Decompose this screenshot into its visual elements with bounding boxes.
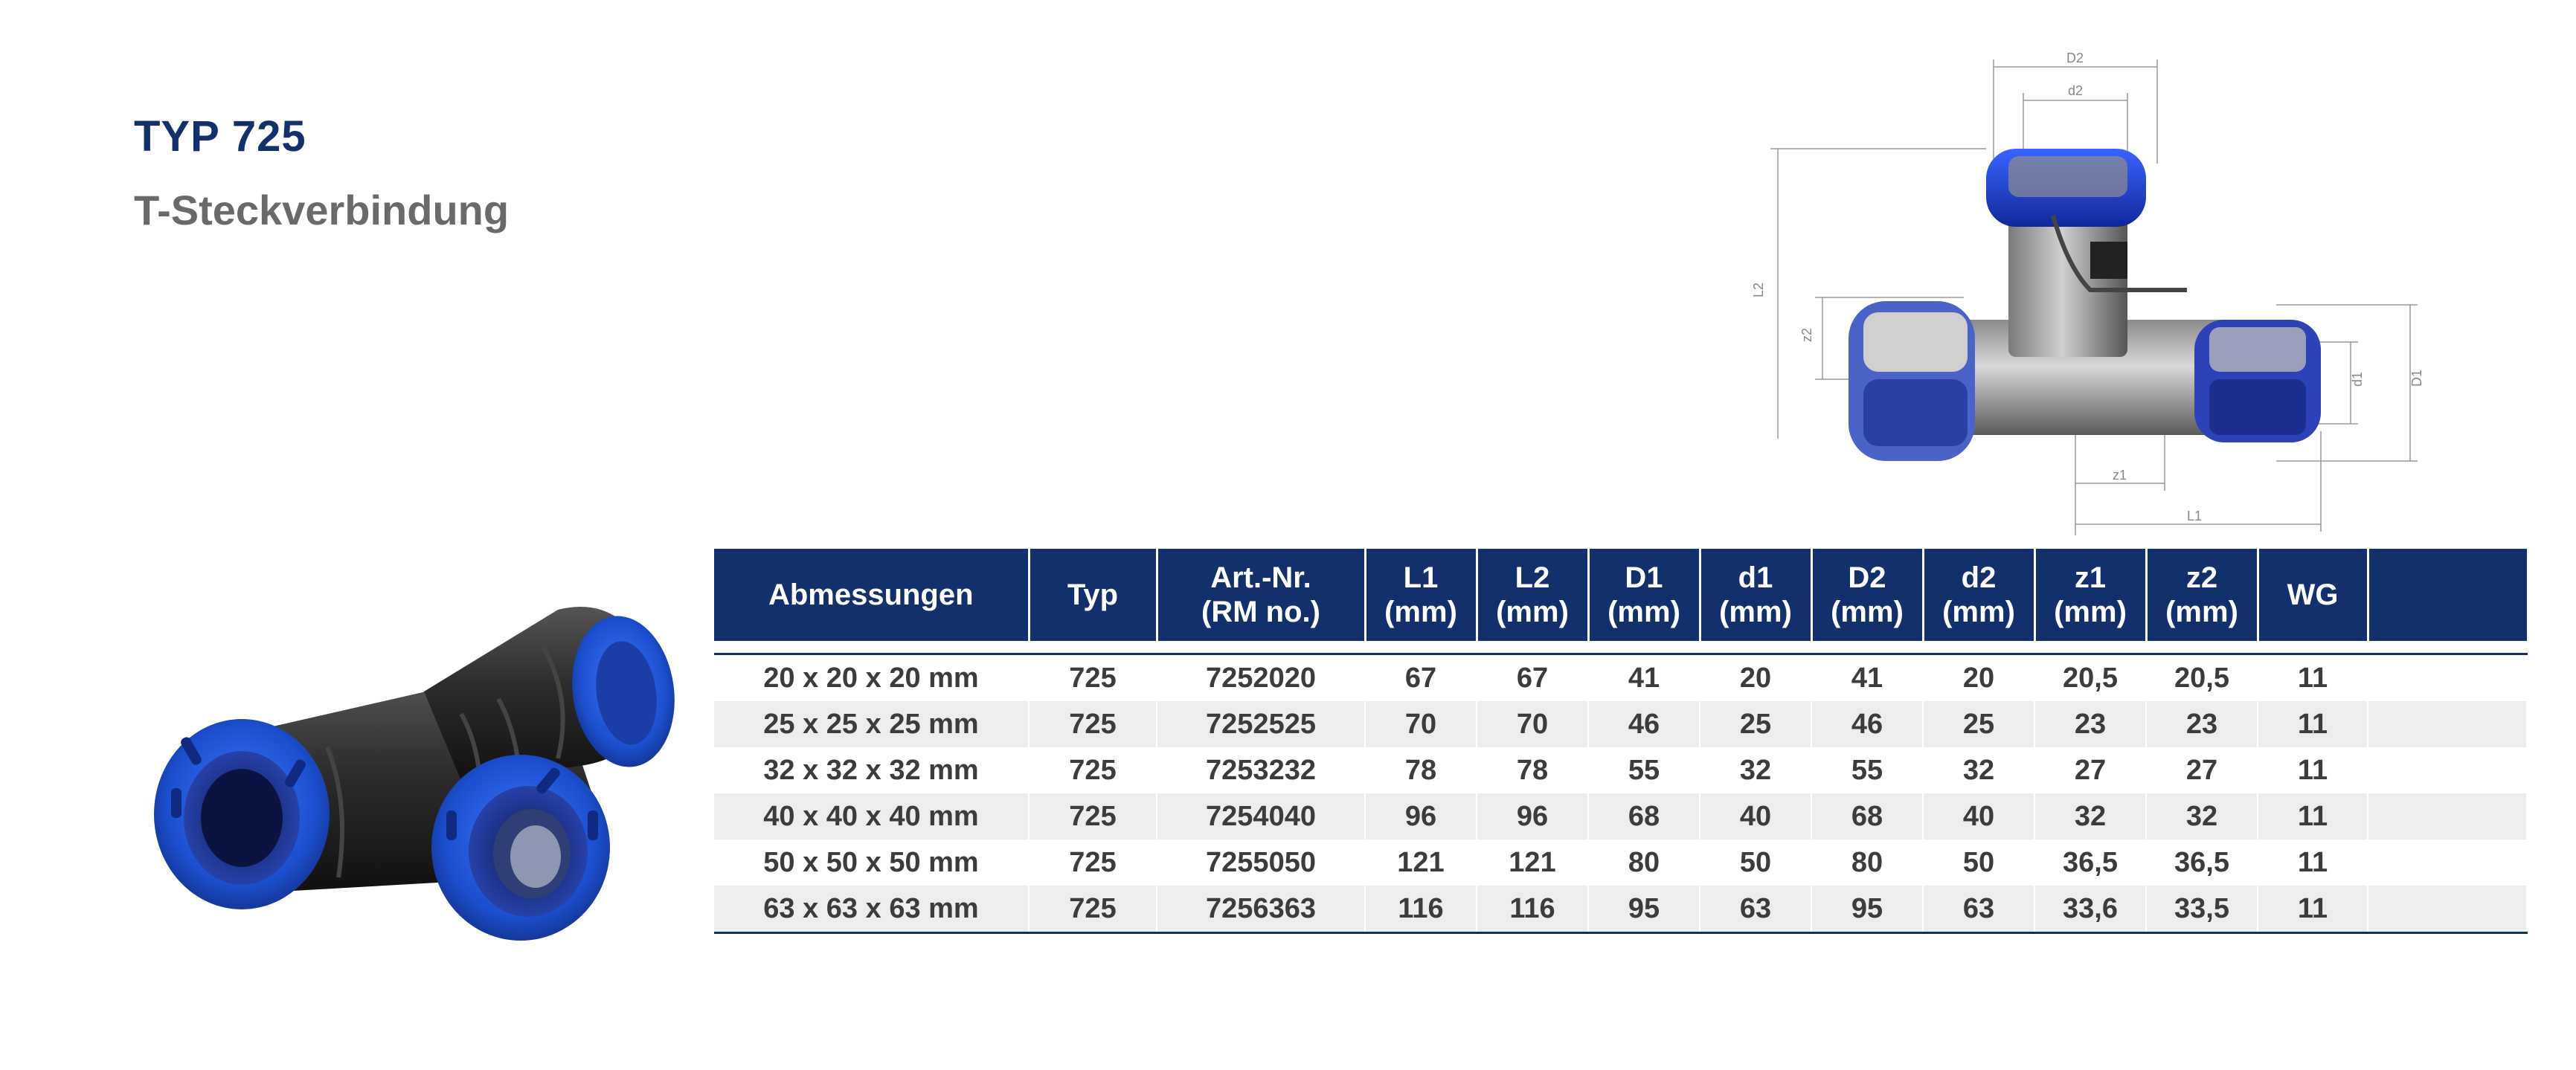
table-row — [714, 839, 2527, 886]
column-header-label: (mm) — [1384, 596, 1457, 628]
table-cell: 11 — [2258, 747, 2368, 793]
table-cell: 50 — [1700, 839, 1811, 886]
label-d2: d2 — [2068, 83, 2084, 98]
table-cell: 23 — [2034, 701, 2146, 747]
table-cell: 95 — [1588, 886, 1700, 933]
t-connector-dimension-drawing — [1741, 45, 2425, 543]
table-cell: 33,6 — [2034, 886, 2146, 933]
column-header — [1700, 549, 1811, 641]
table-cell: 7252525 — [1157, 701, 1365, 747]
label-D2: D2 — [2066, 51, 2084, 65]
table-cell — [2368, 793, 2527, 839]
column-header-label: (RM no.) — [1201, 596, 1320, 628]
column-header-label: (mm) — [1719, 596, 1792, 628]
table-cell: 40 x 40 x 40 mm — [714, 793, 1029, 839]
table-cell: 725 — [1029, 654, 1157, 702]
label-D1: D1 — [2409, 369, 2424, 387]
table-cell: 20 x 20 x 20 mm — [714, 654, 1029, 702]
table-cell: 46 — [1811, 701, 1923, 747]
table-header-row — [714, 549, 2527, 641]
column-header-label: d2 — [1961, 561, 1997, 594]
table-cell: 11 — [2258, 839, 2368, 886]
table-cell — [2368, 654, 2527, 702]
table-cell: 725 — [1029, 886, 1157, 933]
table-cell: 33,5 — [2146, 886, 2258, 933]
page-title: TYP 725 — [134, 112, 306, 161]
table-cell: 20,5 — [2034, 654, 2146, 702]
column-header — [1588, 549, 1700, 641]
table-cell: 32 — [1923, 747, 2034, 793]
table-cell: 32 — [1700, 747, 1811, 793]
table-cell: 36,5 — [2034, 839, 2146, 886]
column-header — [1811, 549, 1923, 641]
table-cell: 55 — [1588, 747, 1700, 793]
column-header — [2034, 549, 2146, 641]
table-cell: 80 — [1811, 839, 1923, 886]
table-cell: 68 — [1588, 793, 1700, 839]
column-header-label: (mm) — [1831, 596, 1904, 628]
table-cell: 725 — [1029, 701, 1157, 747]
column-header-label: d1 — [1738, 561, 1773, 594]
table-cell: 41 — [1588, 654, 1700, 702]
column-header-label: L1 — [1403, 561, 1439, 594]
table-cell: 11 — [2258, 701, 2368, 747]
label-z2: z2 — [1799, 327, 1814, 342]
column-header — [1365, 549, 1477, 641]
table-cell: 32 — [2034, 793, 2146, 839]
table-cell — [2368, 886, 2527, 933]
table-body — [714, 654, 2527, 933]
table-cell: 116 — [1365, 886, 1477, 933]
table-cell: 7256363 — [1157, 886, 1365, 933]
table-row — [714, 793, 2527, 839]
table-row — [714, 654, 2527, 702]
table-cell: 11 — [2258, 886, 2368, 933]
table-cell: 25 — [1700, 701, 1811, 747]
table-cell: 25 x 25 x 25 mm — [714, 701, 1029, 747]
spec-table — [714, 549, 2528, 934]
column-header — [1477, 549, 1588, 641]
table-cell: 25 — [1923, 701, 2034, 747]
table-cell: 78 — [1365, 747, 1477, 793]
label-z1: z1 — [2113, 468, 2127, 483]
table-cell: 63 x 63 x 63 mm — [714, 886, 1029, 933]
table-cell — [2368, 839, 2527, 886]
table-cell: 95 — [1811, 886, 1923, 933]
column-header-label: (mm) — [1607, 596, 1680, 628]
column-header-label: L2 — [1515, 561, 1550, 594]
table-cell: 63 — [1923, 886, 2034, 933]
column-header-label: Typ — [1067, 578, 1119, 611]
table-cell: 20 — [1923, 654, 2034, 702]
column-header — [714, 549, 1029, 641]
table-row — [714, 886, 2527, 933]
table-cell — [2368, 747, 2527, 793]
table-cell: 40 — [1923, 793, 2034, 839]
column-header-label: (mm) — [2054, 596, 2127, 628]
table-cell: 46 — [1588, 701, 1700, 747]
table-cell: 70 — [1365, 701, 1477, 747]
t-connector-photo — [141, 565, 677, 952]
table-cell: 20,5 — [2146, 654, 2258, 702]
table-cell: 7253232 — [1157, 747, 1365, 793]
table-cell: 70 — [1477, 701, 1588, 747]
column-header-label: z1 — [2074, 561, 2107, 594]
table-cell: 20 — [1700, 654, 1811, 702]
table-cell: 96 — [1477, 793, 1588, 839]
table-cell: 7254040 — [1157, 793, 1365, 839]
column-header-label: z2 — [2185, 561, 2218, 594]
table-cell: 50 x 50 x 50 mm — [714, 839, 1029, 886]
table-cell: 78 — [1477, 747, 1588, 793]
table-cell: 121 — [1365, 839, 1477, 886]
table-cell: 63 — [1700, 886, 1811, 933]
table-cell: 7255050 — [1157, 839, 1365, 886]
table-cell: 67 — [1477, 654, 1588, 702]
table-cell: 7252020 — [1157, 654, 1365, 702]
table-cell: 67 — [1365, 654, 1477, 702]
table-cell: 116 — [1477, 886, 1588, 933]
table-cell: 68 — [1811, 793, 1923, 839]
table-cell: 40 — [1700, 793, 1811, 839]
column-header-label: (mm) — [1496, 596, 1569, 628]
column-header-label: D1 — [1625, 561, 1663, 594]
table-cell: 32 — [2146, 793, 2258, 839]
table-cell: 23 — [2146, 701, 2258, 747]
table-cell: 41 — [1811, 654, 1923, 702]
table-cell: 725 — [1029, 793, 1157, 839]
table-cell: 121 — [1477, 839, 1588, 886]
column-header — [1029, 549, 1157, 641]
column-header-label: (mm) — [2165, 596, 2238, 628]
table-cell: 32 x 32 x 32 mm — [714, 747, 1029, 793]
table-cell: 725 — [1029, 839, 1157, 886]
table-cell: 11 — [2258, 793, 2368, 839]
table-row — [714, 747, 2527, 793]
table-cell: 27 — [2146, 747, 2258, 793]
column-header-label: (mm) — [1942, 596, 2015, 628]
table-cell: 27 — [2034, 747, 2146, 793]
table-cell: 36,5 — [2146, 839, 2258, 886]
table-cell: 55 — [1811, 747, 1923, 793]
column-header — [2258, 549, 2368, 641]
table-cell: 50 — [1923, 839, 2034, 886]
column-header — [1157, 549, 1365, 641]
column-header-label: Art.-Nr. — [1210, 561, 1311, 594]
table-cell: 80 — [1588, 839, 1700, 886]
table-cell: 11 — [2258, 654, 2368, 702]
column-header-label: D2 — [1848, 561, 1886, 594]
table-cell — [2368, 701, 2527, 747]
column-header — [2146, 549, 2258, 641]
table-cell: 96 — [1365, 793, 1477, 839]
column-header — [1923, 549, 2034, 641]
column-header-label: WG — [2287, 578, 2339, 611]
label-d1: d1 — [2350, 371, 2365, 387]
label-L2: L2 — [1751, 282, 1766, 297]
column-header-label: Abmessungen — [768, 578, 974, 611]
table-cell: 725 — [1029, 747, 1157, 793]
column-header — [2368, 549, 2527, 641]
table-row — [714, 701, 2527, 747]
page-subtitle: T-Steckverbindung — [134, 187, 510, 233]
label-L1: L1 — [2187, 509, 2203, 523]
